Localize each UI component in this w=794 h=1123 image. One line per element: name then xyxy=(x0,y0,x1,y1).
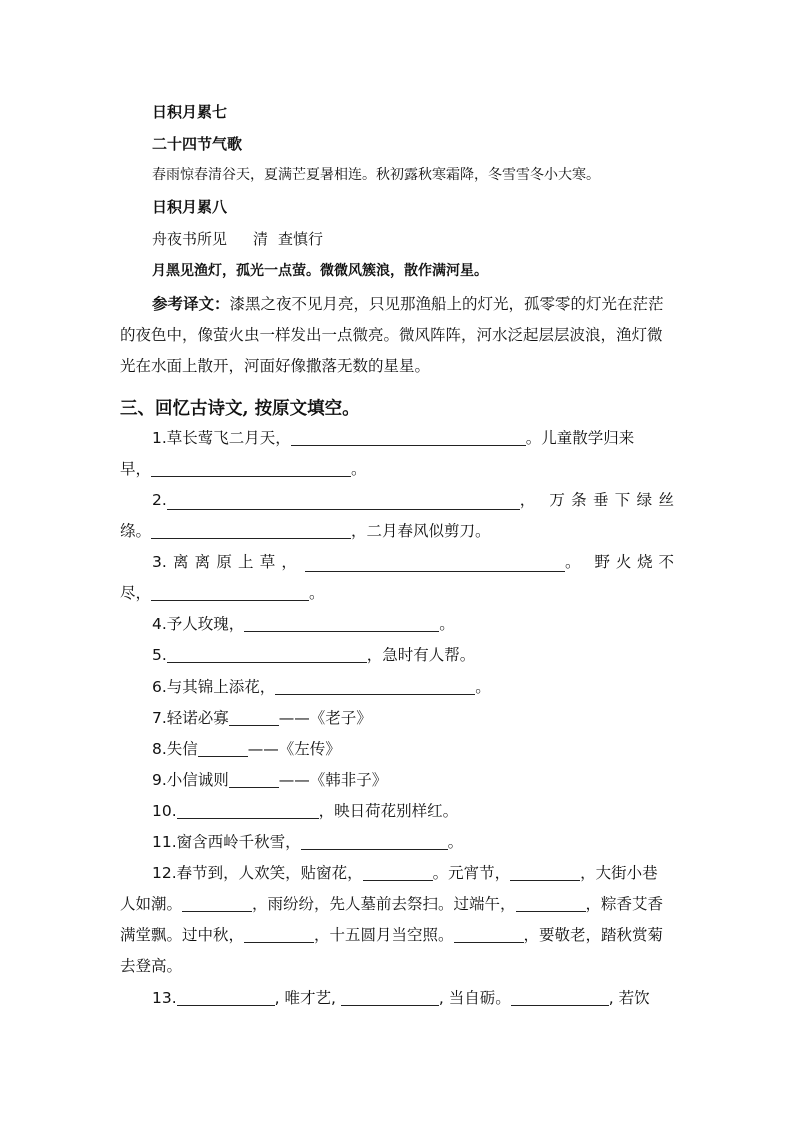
answer-blank[interactable] xyxy=(275,678,475,695)
poem-seven: 春雨惊春清谷天，夏满芒夏暑相连。秋初露秋寒霜降，冬雪雪冬小大寒。 xyxy=(152,167,600,183)
question-1: 1.草长莺飞二月天， 。儿童散学归来 xyxy=(152,429,635,447)
answer-blank[interactable] xyxy=(244,926,314,943)
question-12-line3: 满堂飘。过中秋， ，十五圆月当空照。 ，要敬老，踏秋赏菊 xyxy=(120,926,664,944)
answer-blank[interactable] xyxy=(511,989,609,1006)
question-8: 8.失信 ——《左传》 xyxy=(152,740,341,758)
section-subtitle-7: 二十四节气歌 xyxy=(152,135,243,153)
question-2-cont: 绦。 ，二月春风似剪刀。 xyxy=(120,522,491,540)
poem-heading-8 xyxy=(152,229,323,249)
poem-eight: 月黑见渔灯，孤光一点萤。微微风簇浪，散作满河星。 xyxy=(152,263,488,279)
answer-blank[interactable] xyxy=(305,555,565,572)
answer-blank[interactable] xyxy=(177,802,319,819)
answer-blank[interactable] xyxy=(454,926,524,943)
reference-label: 参考译文： xyxy=(152,294,230,313)
answer-blank[interactable] xyxy=(151,460,351,477)
section-title-8: 日积月累八 xyxy=(152,198,228,216)
poem-author: 查慎行 xyxy=(278,230,324,248)
question-2-tail: 万 条 垂 下 绿 丝 xyxy=(549,491,674,509)
question-12-line4: 去登高。 xyxy=(120,957,183,975)
answer-blank[interactable] xyxy=(301,833,448,850)
answer-blank[interactable] xyxy=(244,615,439,632)
question-3-head: 3. 离 离 原 上 草 ， xyxy=(152,553,297,571)
answer-blank[interactable] xyxy=(510,864,580,881)
question-12-line2: 人如潮。 ，雨纷纷，先人墓前去祭扫。过端午， ，粽香艾香 xyxy=(120,895,664,913)
answer-blank[interactable] xyxy=(229,709,279,726)
answer-blank[interactable] xyxy=(167,646,367,663)
reference-line-2: 的夜色中，像萤火虫一样发出一点微亮。微风阵阵，河水泛起层层波浪，渔灯微 xyxy=(120,326,663,344)
answer-blank[interactable] xyxy=(341,989,439,1006)
question-12: 12.春节到，人欢笑，贴窗花， 。元宵节， ，大街小巷 xyxy=(152,864,658,882)
question-6: 6.与其锦上添花， 。 xyxy=(152,678,491,696)
poem-title: 舟夜书所见 xyxy=(152,230,228,248)
poem-dynasty: 清 xyxy=(253,230,269,248)
question-9: 9.小信诚则 ——《韩非子》 xyxy=(152,771,388,789)
answer-blank[interactable] xyxy=(198,740,248,757)
answer-blank[interactable] xyxy=(291,429,526,446)
answer-blank[interactable] xyxy=(167,493,520,510)
reference-line-3: 光在水面上散开，河面好像撒落无数的星星。 xyxy=(120,357,431,375)
answer-blank[interactable] xyxy=(516,895,586,912)
question-13: 13. , 唯才艺, , 当自砺。 , 若饮 xyxy=(152,989,650,1007)
question-11: 11.窗含西岭千秋雪， 。 xyxy=(152,833,464,851)
question-2: 2. ， 万 条 垂 下 绿 丝 xyxy=(152,491,674,509)
question-3: 3. 离 离 原 上 草 ， 。 野 火 烧 不 xyxy=(152,553,674,571)
answer-blank[interactable] xyxy=(182,895,252,912)
answer-blank[interactable] xyxy=(229,771,279,788)
question-4: 4.予人玫瑰， 。 xyxy=(152,615,455,633)
section-title-7: 日积月累七 xyxy=(152,103,228,121)
answer-blank[interactable] xyxy=(151,584,309,601)
answer-blank[interactable] xyxy=(151,522,351,539)
reference-line-1: 参考译文：漆黑之夜不见月亮，只见那渔船上的灯光，孤零零的灯光在茫茫 xyxy=(152,294,664,313)
question-5: 5. ，急时有人帮。 xyxy=(152,646,476,664)
answer-blank[interactable] xyxy=(177,989,275,1006)
question-3-cont: 尽， 。 xyxy=(120,584,325,602)
question-3-tail: 野 火 烧 不 xyxy=(594,553,674,571)
question-10: 10. ，映日荷花别样红。 xyxy=(152,802,459,820)
question-7: 7.轻诺必寡 ——《老子》 xyxy=(152,709,372,727)
part3-heading: 三、回忆古诗文, 按原文填空。 xyxy=(120,399,360,419)
question-1-cont: 早， 。 xyxy=(120,460,367,478)
answer-blank[interactable] xyxy=(363,864,433,881)
